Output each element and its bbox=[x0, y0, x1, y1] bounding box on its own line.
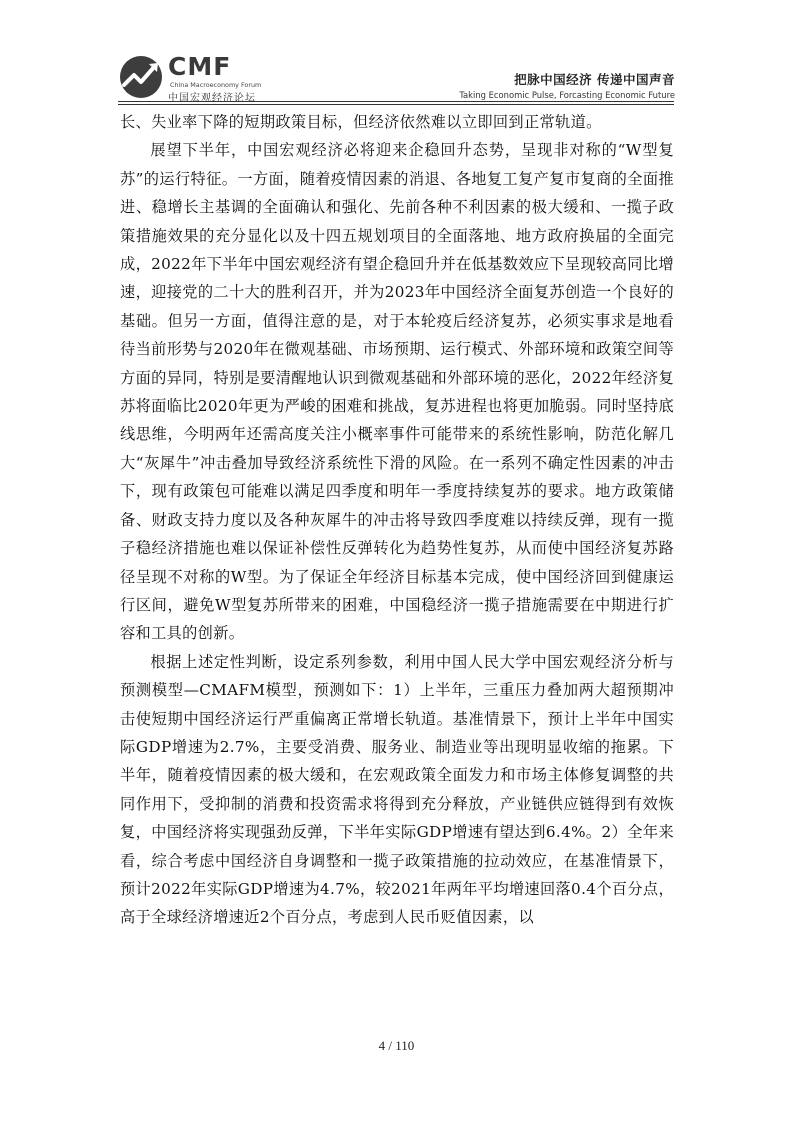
page-number: 4 / 110 bbox=[378, 1038, 415, 1053]
header-divider-thin bbox=[118, 104, 674, 105]
logo-subtitle-cn: 中国宏观经济论坛 bbox=[168, 93, 256, 104]
header-divider-thick bbox=[118, 101, 674, 102]
header-slogan bbox=[459, 70, 675, 100]
cmf-logo-icon bbox=[118, 54, 164, 100]
slogan-en: Taking Economic Pulse, Forcasting Economic Future bbox=[459, 90, 675, 100]
slogan-cn: 把脉中国经济 传递中国声音 bbox=[514, 72, 675, 87]
body-paragraph-forecast: 根据上述定性判断，设定系列参数，利用中国人民大学中国宏观经济分析与预测模型—CMAFM模型，预测如下：1）上半年，三重压力叠加两大超预期冲击使短期中国经济运行严重偏离正常增长轨道。基准情景下，预计上半年中国实际GDP增速为2.7%，主要受消费、服务业、制造业等出现明显收缩的拖累。下半年，随着疫情因素的极大缓和，在宏观政策全面发力和市场主体修复调整的共同作用下，受抑制的消费和投资需求将得到充分释放，产业链供应链得到有效恢复，中国经济将实现强劲反弹，下半年实际GDP增速有望达到6.4%。2）全年来看，综合考虑中国经济自身调整和一揽子政策措施的拉动效应，在基准情景下，预计2022年实际GDP增速为4.7%，较2021年两年平均增速回落0.4个百分点，高于全球经济增速近2个百分点，考虑到人民币贬值因素，以 bbox=[120, 652, 674, 927]
cmf-logo bbox=[118, 50, 268, 102]
logo-subtitle-en: China Macroeconomy Forum bbox=[170, 81, 262, 89]
logo-text: CMF bbox=[168, 52, 232, 81]
document-body bbox=[120, 108, 674, 932]
body-paragraph-outlook: 展望下半年，中国宏观经济必将迎来企稳回升态势，呈现非对称的“W型复苏”的运行特征。一方面，随着疫情因素的消退、各地复工复产复市复商的全面推进、稳增长主基调的全面确认和强化、先前各种不利因素的极大缓和、一揽子政策措施效果的充分显化以及十四五规划项目的全面落地、地方政府换届的全面完成，2022年下半年中国宏观经济有望企稳回升并在低基数效应下呈现较高同比增速，迎接党的二十大的胜利召开，并为2023年中国经济全面复苏创造一个良好的基础。但另一方面，值得注意的是，对于本轮疫后经济复苏，必须实事求是地看待当前形势与2020年在微观基础、市场预期、运行模式、外部环境和政策空间等方面的异同，特别是要清醒地认识到微观基础和外部环境的恶化，2022年经济复苏将面临比2020年更为严峻的困难和挑战，复苏进程也将更加脆弱。同时坚持底线思维，今明两年还需高度关注小概率事件可能带来的系统性影响，防范化解几大“灰犀牛”冲击叠加导致经济系统性下滑的风险。在一系列不确定性因素的冲击下，现有政策包可能难以满足四季度和明年一季度持续复苏的要求。地方政策储备、财政支持力度以及各种灰犀牛的冲击将导致四季度难以持续反弹，现有一揽子稳经济措施也难以保证补偿性反弹转化为趋势性复苏，从而使中国经济复苏路径呈现不对称的W型。为了保证全年经济目标基本完成，使中国经济回到健康运行区间，避免W型复苏所带来的困难，中国稳经济一揽子措施需要在中期进行扩容和工具的创新。 bbox=[120, 141, 674, 643]
body-paragraph-continued: 长、失业率下降的短期政策目标，但经济依然难以立即回到正常轨道。 bbox=[120, 113, 602, 131]
page-header bbox=[0, 0, 793, 106]
